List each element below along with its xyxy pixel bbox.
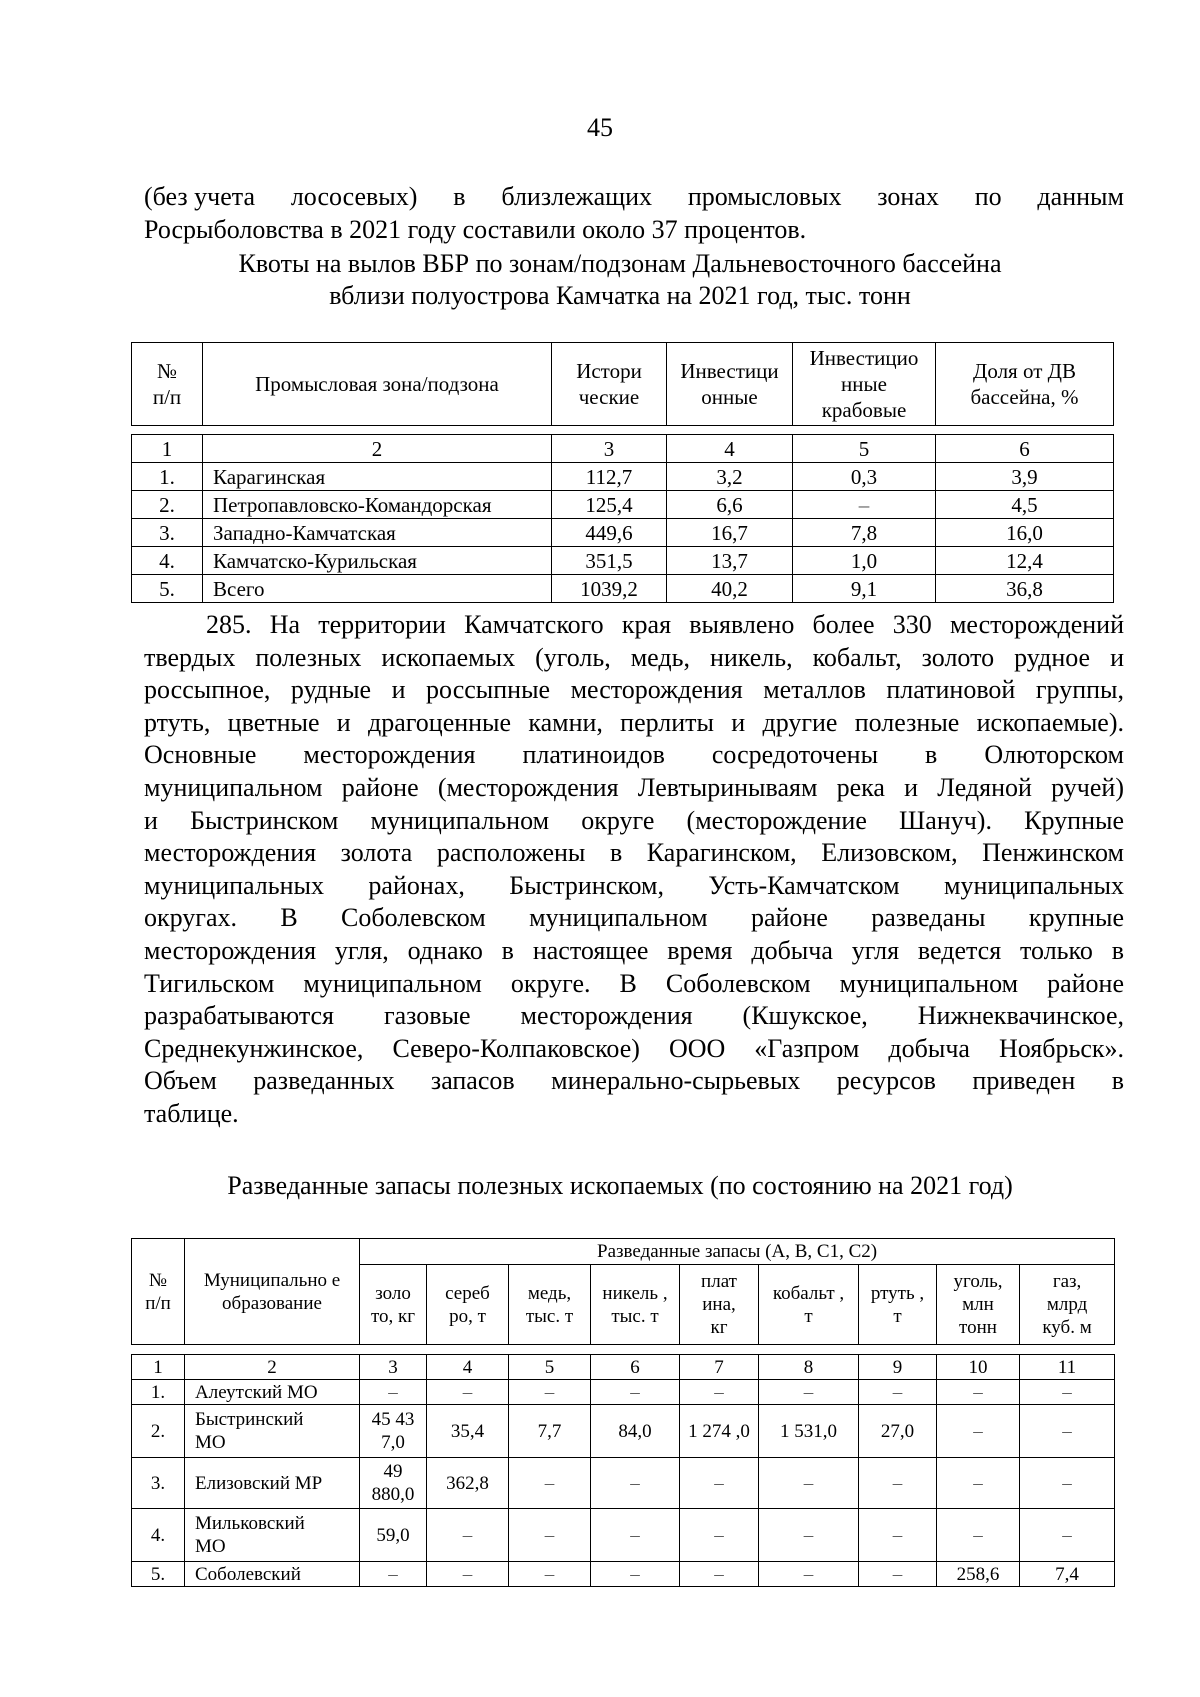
table-cell: 6 [591, 1355, 680, 1380]
table-cell: 1 [132, 435, 203, 463]
table-cell: – [591, 1458, 680, 1509]
table-cell: 4 [427, 1355, 509, 1380]
table-cell: 2. [132, 491, 203, 519]
intro-word: в [453, 182, 466, 211]
table-cell: 1 [132, 1355, 185, 1380]
table-cell: 258,6 [937, 1562, 1020, 1587]
table-cell: 9,1 [793, 575, 936, 603]
quota-header-cell: № п/п [132, 343, 203, 426]
table-cell: 1,0 [793, 547, 936, 575]
table-cell: 13,7 [667, 547, 793, 575]
table-cell: 7,8 [793, 519, 936, 547]
quota-column-number-row [132, 435, 1114, 463]
quota-table-caption-line-2: вблизи полуострова Камчатка на 2021 год, тыс. тонн [329, 281, 911, 310]
table-cell: 1 274 ,0 [680, 1405, 759, 1458]
table-cell: – [1020, 1380, 1115, 1405]
intro-word: данным [1037, 182, 1124, 211]
table-cell: 4. [132, 547, 203, 575]
table-cell: 36,8 [936, 575, 1114, 603]
reserves-subheader: золо то, кг [360, 1265, 427, 1345]
table-cell: – [859, 1380, 937, 1405]
table-cell: 40,2 [667, 575, 793, 603]
table-cell: – [591, 1562, 680, 1587]
table-cell: – [680, 1509, 759, 1562]
table-cell: Алеутский МО [185, 1380, 360, 1405]
reserves-subheader: никель , тыс. т [591, 1265, 680, 1345]
table-cell: Петропавловско-Командорская [203, 491, 552, 519]
table-cell: 16,7 [667, 519, 793, 547]
table-cell: 35,4 [427, 1405, 509, 1458]
reserves-subheader: кобальт , т [759, 1265, 859, 1345]
table-cell: 6,6 [667, 491, 793, 519]
quota-table-body [131, 434, 1114, 603]
table-cell: – [591, 1509, 680, 1562]
table-cell: 1. [132, 1380, 185, 1405]
reserves-header-no: № п/п [132, 1239, 185, 1345]
table-cell: – [1020, 1509, 1115, 1562]
table-cell: – [1020, 1458, 1115, 1509]
reserves-table-caption: Разведанные запасы полезных ископаемых (по состоянию на 2021 год) [227, 1171, 1013, 1200]
intro-word: лососевых) [290, 182, 418, 211]
quota-table-caption-line-1: Квоты на вылов ВБР по зонам/подзонам Дальневосточного бассейна [238, 249, 1002, 278]
table-cell: 2. [132, 1405, 185, 1458]
table-cell: – [680, 1562, 759, 1587]
intro-word: близлежащих [501, 182, 653, 211]
table-cell: 11 [1020, 1355, 1115, 1380]
table-cell: 12,4 [936, 547, 1114, 575]
table-cell: – [360, 1380, 427, 1405]
main-paragraph [144, 609, 1124, 1131]
intro-line-2: Росрыболовства в 2021 году составили около 37 процентов. [144, 215, 807, 244]
page-number: 45 [587, 113, 613, 142]
table-cell: 0,3 [793, 463, 936, 491]
table-cell: 7,7 [509, 1405, 591, 1458]
table-cell: 112,7 [552, 463, 667, 491]
reserves-subheader: ртуть , т [859, 1265, 937, 1345]
table-cell: – [509, 1458, 591, 1509]
table-row [132, 1380, 1115, 1405]
table-row [132, 1509, 1115, 1562]
table-cell: 6 [936, 435, 1114, 463]
table-row [132, 1458, 1115, 1509]
table-cell: 3,2 [667, 463, 793, 491]
table-cell: – [509, 1562, 591, 1587]
table-cell: 84,0 [591, 1405, 680, 1458]
reserves-subheader: уголь, млн тонн [937, 1265, 1020, 1345]
table-cell: 5. [132, 575, 203, 603]
table-cell: 1 531,0 [759, 1405, 859, 1458]
intro-word: по [974, 182, 1002, 211]
paragraph-line: ртуть, цветные и драгоценные камни, перлиты и другие полезные ископаемые). [144, 707, 1124, 737]
intro-word: (без учета [144, 182, 256, 211]
paragraph-line: месторождения золота расположены в Карагинском, Елизовском, Пенжинском [144, 838, 1124, 868]
quota-header-cell: Инвестици онные [667, 343, 793, 426]
table-cell: 2 [203, 435, 552, 463]
table-cell: 2 [185, 1355, 360, 1380]
table-cell: – [680, 1380, 759, 1405]
table-cell: – [937, 1509, 1020, 1562]
reserves-header-mo: Муниципально е образование [185, 1239, 360, 1345]
table-cell: 449,6 [552, 519, 667, 547]
paragraph-line: разрабатываются газовые месторождения (Кшукское, Нижнеквачинское, [144, 1001, 1124, 1031]
table-cell: 362,8 [427, 1458, 509, 1509]
table-cell: Соболевский [185, 1562, 360, 1587]
table-cell: 8 [759, 1355, 859, 1380]
table-cell: 1039,2 [552, 575, 667, 603]
table-cell: 3. [132, 1458, 185, 1509]
table-row [132, 1562, 1115, 1587]
table-row [132, 491, 1114, 519]
table-cell: – [759, 1458, 859, 1509]
table-cell: Всего [203, 575, 552, 603]
table-cell: 45 43 7,0 [360, 1405, 427, 1458]
table-cell: 3 [360, 1355, 427, 1380]
table-cell: 4 [667, 435, 793, 463]
paragraph-line: 285. На территории Камчатского края выявлено более 330 месторождений [206, 610, 1124, 639]
table-cell: 10 [937, 1355, 1020, 1380]
quota-header-cell: Инвестицио нные крабовые [793, 343, 936, 426]
paragraph-line: муниципальных районах, Быстринском, Усть-Камчатском муниципальных [144, 870, 1124, 900]
table-cell: Карагинская [203, 463, 552, 491]
table-cell: – [1020, 1405, 1115, 1458]
table-cell: 9 [859, 1355, 937, 1380]
reserves-subheader: сереб ро, т [427, 1265, 509, 1345]
table-cell: 27,0 [859, 1405, 937, 1458]
intro-word: зонах [877, 182, 939, 211]
paragraph-line: округах. В Соболевском муниципальном районе разведаны крупные [144, 903, 1124, 933]
table-cell: – [680, 1458, 759, 1509]
table-cell: Быстринский МО [185, 1405, 360, 1458]
table-row [132, 1405, 1115, 1458]
reserves-table-header [131, 1238, 1115, 1345]
table-cell: Елизовский МР [185, 1458, 360, 1509]
intro-line-1 [144, 181, 1124, 213]
paragraph-line: Среднекунжинское, Северо-Колпаковское) ООО «Газпром добыча Ноябрьск». [144, 1033, 1124, 1063]
table-cell: 16,0 [936, 519, 1114, 547]
quota-header-cell: Доля от ДВ бассейна, % [936, 343, 1114, 426]
paragraph-line: месторождения угля, однако в настоящее время добыча угля ведется только в [144, 935, 1124, 965]
paragraph-line: Основные месторождения платиноидов сосредоточены в Олюторском [144, 740, 1124, 770]
quota-header-cell: Промысловая зона/подзона [203, 343, 552, 426]
quota-header-cell: Истори ческие [552, 343, 667, 426]
table-cell: – [759, 1509, 859, 1562]
paragraph-line: муниципальном районе (месторождения Левтыринываям река и Ледяной ручей) [144, 772, 1124, 802]
table-row [132, 547, 1114, 575]
reserves-group-header: Разведанные запасы (А, В, С1, С2) [360, 1239, 1115, 1265]
table-cell: 3 [552, 435, 667, 463]
table-cell: 3. [132, 519, 203, 547]
table-cell: – [859, 1458, 937, 1509]
table-cell: 59,0 [360, 1509, 427, 1562]
table-cell: – [509, 1380, 591, 1405]
table-cell: – [591, 1380, 680, 1405]
table-row [132, 519, 1114, 547]
table-cell: 5 [509, 1355, 591, 1380]
table-cell: – [427, 1380, 509, 1405]
table-cell: 3,9 [936, 463, 1114, 491]
paragraph-line: таблице. [144, 1098, 239, 1128]
table-row [132, 575, 1114, 603]
table-cell: – [759, 1562, 859, 1587]
table-cell: Мильковский МО [185, 1509, 360, 1562]
paragraph-line: россыпное, рудные и россыпные месторождения металлов платиновой группы, [144, 675, 1124, 705]
table-cell: – [427, 1562, 509, 1587]
table-cell: – [937, 1458, 1020, 1509]
table-cell: 1. [132, 463, 203, 491]
table-cell: 7,4 [1020, 1562, 1115, 1587]
table-cell: – [759, 1380, 859, 1405]
table-cell: – [793, 491, 936, 519]
table-cell: 4. [132, 1509, 185, 1562]
reserves-subheader: газ, млрд куб. м [1020, 1265, 1115, 1345]
table-cell: – [509, 1509, 591, 1562]
reserves-column-number-row [132, 1355, 1115, 1380]
table-cell: – [859, 1509, 937, 1562]
table-cell: 7 [680, 1355, 759, 1380]
paragraph-line: и Быстринском муниципальном округе (месторождение Шануч). Крупные [144, 805, 1124, 835]
table-cell: Камчатско-Курильская [203, 547, 552, 575]
reserves-table-body [131, 1354, 1115, 1587]
table-cell: – [360, 1562, 427, 1587]
table-cell: – [937, 1405, 1020, 1458]
table-cell: – [859, 1562, 937, 1587]
table-cell: – [427, 1509, 509, 1562]
table-cell: 49 880,0 [360, 1458, 427, 1509]
table-cell: 5 [793, 435, 936, 463]
reserves-subheader: медь, тыс. т [509, 1265, 591, 1345]
table-cell: – [937, 1380, 1020, 1405]
quota-table-header [131, 342, 1114, 426]
table-cell: 5. [132, 1562, 185, 1587]
table-cell: 125,4 [552, 491, 667, 519]
paragraph-line: Объем разведанных запасов минерально-сырьевых ресурсов приведен в [144, 1066, 1124, 1096]
paragraph-line: твердых полезных ископаемых (уголь, медь, никель, кобальт, золото рудное и [144, 642, 1124, 672]
table-cell: Западно-Камчатская [203, 519, 552, 547]
table-cell: 4,5 [936, 491, 1114, 519]
intro-word: промысловых [687, 182, 842, 211]
table-cell: 351,5 [552, 547, 667, 575]
table-row [132, 463, 1114, 491]
reserves-subheader: плат ина, кг [680, 1265, 759, 1345]
paragraph-line: Тигильском муниципальном округе. В Соболевском муниципальном районе [144, 968, 1124, 998]
